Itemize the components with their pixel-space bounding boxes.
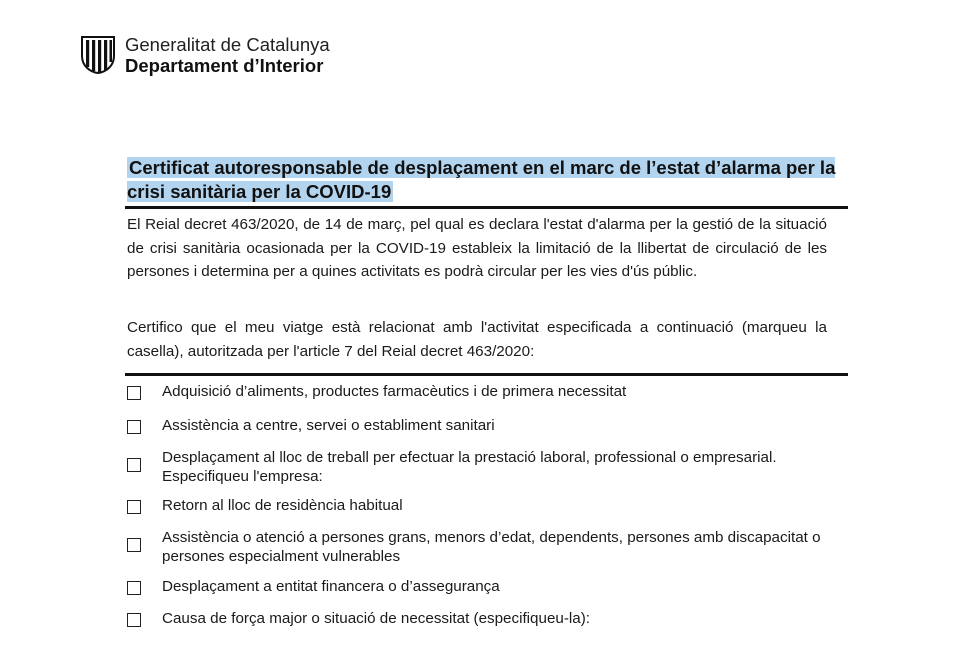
header bbox=[80, 34, 330, 76]
option-care-vulnerable bbox=[127, 528, 842, 566]
org-names bbox=[125, 34, 330, 76]
option-label: Causa de força major o situació de necessitat (especifiqueu-la): bbox=[162, 610, 591, 627]
option-label: Assistència a centre, servei o establiment sanitari bbox=[162, 417, 495, 434]
option-return-home bbox=[127, 496, 842, 515]
checkbox-workplace[interactable] bbox=[127, 458, 141, 472]
checkbox-return-home[interactable] bbox=[127, 500, 141, 514]
checkbox-care-vulnerable[interactable] bbox=[127, 538, 141, 552]
org-name: Generalitat de Catalunya bbox=[125, 34, 330, 55]
option-workplace bbox=[127, 448, 842, 486]
option-force-majeure bbox=[127, 609, 842, 628]
option-label: Assistència o atenció a persones grans, menors d’edat, dependents, persones amb discapacitat o persones especialment vulnerables bbox=[162, 529, 821, 565]
option-label: Desplaçament a entitat financera o d’assegurança bbox=[162, 578, 500, 595]
checkbox-financial-entity[interactable] bbox=[127, 581, 141, 595]
generalitat-coat-of-arms-icon bbox=[80, 36, 116, 74]
document-title bbox=[127, 156, 847, 204]
option-financial-entity bbox=[127, 577, 842, 596]
options-divider bbox=[125, 373, 848, 376]
option-label: Retorn al lloc de residència habitual bbox=[162, 497, 403, 514]
option-label: Adquisició d’aliments, productes farmacèutics i de primera necessitat bbox=[162, 383, 627, 400]
option-label: Desplaçament al lloc de treball per efectuar la prestació laboral, professional o empresarial. Especifiqueu l'empresa: bbox=[162, 449, 777, 485]
option-health-centre bbox=[127, 416, 842, 435]
checkbox-force-majeure[interactable] bbox=[127, 613, 141, 627]
intro-paragraph: El Reial decret 463/2020, de 14 de març, pel qual es declara l'estat d'alarma per la gestió de la situació de crisi sanitària ocasionada per la COVID-19 estableix la limitació de la llibertat de circulació de les persones i determina per a quines activitats es podrà circular per les vies d'ús públic. bbox=[127, 216, 827, 280]
option-food-pharmacy bbox=[127, 382, 842, 401]
department-name: Departament d’Interior bbox=[125, 55, 324, 76]
checkbox-health-centre[interactable] bbox=[127, 420, 141, 434]
checkbox-food-pharmacy[interactable] bbox=[127, 386, 141, 400]
title-divider bbox=[125, 206, 848, 209]
certify-paragraph: Certifico que el meu viatge està relacionat amb l'activitat especificada a continuació (marqueu la casella), autoritzada per l'article 7 del Reial decret 463/2020: bbox=[127, 319, 827, 360]
document-title-text: Certificat autoresponsable de desplaçament en el marc de l’estat d’alarma per la crisi sanitària per la COVID-19 bbox=[127, 157, 836, 202]
